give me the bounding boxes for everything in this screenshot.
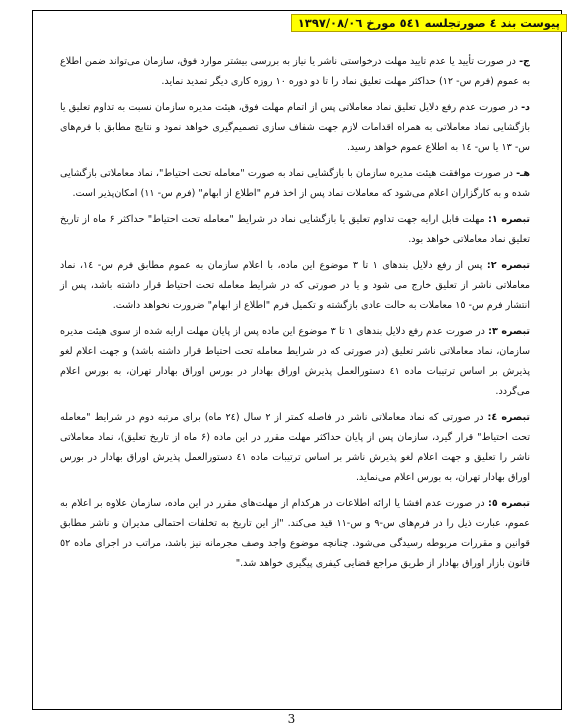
paragraph-h <box>60 164 530 204</box>
note-label: تبصره ٢: <box>486 260 530 271</box>
note-text: در صورت عدم افشا یا ارائه اطلاعات در هرکدام از مهلت‌های مقرر در این ماده، سازمان علاوه بر اعلام به عموم، عبارت ذیل را در فرم‌های س-٩ و س-١١ قید می‌کند. "از این تاریخ به تخلفات احتمالی مدیران و ناشر مطابق قوانین و مقررات مربوطه رسیدگی می‌شود. چنانچه موضوع واجد وصف مجرمانه نیز باشد، مراتب در اجرای ماده ٥٢ قانون بازار اوراق بهادار از طریق مراجع قضایی کیفری پیگیری خواهد شد." <box>60 498 530 569</box>
note-4 <box>60 408 530 488</box>
note-3 <box>60 322 530 402</box>
header-title: پیوست بند ٤ صورتجلسه ٥٤١ مورخ ١٣٩٧/٠٨/٠٦ <box>297 16 560 30</box>
paragraph-label: هـ- <box>516 168 530 179</box>
paragraph-d <box>60 98 530 158</box>
note-2 <box>60 256 530 316</box>
note-label: تبصره ١: <box>488 214 530 225</box>
paragraph-text: در صورت عدم رفع دلایل تعلیق نماد معاملاتی پس از اتمام مهلت فوق، هیئت مدیره سازمان نسبت به تداوم تعلیق یا بازگشایی نماد معاملاتی به همراه اقدامات لازم جهت شفاف سازی تصمیم‌گیری خواهد نمود و نتایج مطابق با فرم‌های س- ١٣ یا س- ١٤ به اطلاع عموم خواهد رسید. <box>60 102 530 153</box>
document-body <box>60 52 530 580</box>
paragraph-j <box>60 52 530 92</box>
page-number: 3 <box>287 712 296 726</box>
note-text: در صورتی که نماد معاملاتی ناشر در فاصله کمتر از ٢ سال (٢٤ ماه) برای مرتبه دوم در شرایط "معامله تحت احتیاط" قرار گیرد، سازمان پس از پایان حداکثر مهلت مقرر در این ماده (۶ ماه از تاریخ تعلیق)، نماد معاملاتی ناشر را تعلیق و جهت اعلام لغو پذیرش ناشر بر اساس ترتیبات ماده ٤١ دستورالعمل پذیرش اوراق بهادار در بورس اوراق بهادار تهران، به بورس اعلام می‌نماید. <box>60 412 530 483</box>
note-text: مهلت قابل ارایه جهت تداوم تعلیق یا بازگشایی نماد در شرایط "معامله تحت احتیاط" حداکثر ۶ ماه از تاریخ تعلیق نماد معاملاتی خواهد بود. <box>60 214 530 245</box>
note-1 <box>60 210 530 250</box>
note-label: تبصره ٣: <box>488 326 530 337</box>
paragraph-text: در صورت موافقت هیئت مدیره سازمان با بازگشایی نماد به صورت "معامله تحت احتیاط"، نماد معاملاتی بازگشایی شده و به کارگزاران اعلام می‌شود که معاملات نماد پس از اخذ فرم "اطلاع از ابهام" (فرم س- ١١) امکان‌پذیر است. <box>60 168 530 199</box>
paragraph-label: د- <box>521 102 530 113</box>
paragraph-text: در صورت تأیید یا عدم تایید مهلت درخواستی ناشر یا نیاز به بررسی بیشتر موارد فوق، سازمان می‌تواند ضمن اطلاع به عموم (فرم س- ١٢) حداکثر مهلت تعلیق نماد را تا دو دوره ١٠ روزه کاری دیگر تمدید نماید. <box>60 56 530 87</box>
note-text: پس از رفع دلایل بندهای ١ تا ٣ موضوع این ماده، با اعلام سازمان به عموم مطابق فرم س- ١٤، نماد معاملاتی ناشر از تعلیق خارج می شود و یا در صورتی که در شرایط معامله تحت احتیاط قرار داشته باشد، پس از انتشار فرم س- ١٥ معاملات به حالت عادی بازگشته و تکمیل فرم "اطلاع از ابهام" ضرورت نخواهد داشت. <box>60 260 530 311</box>
note-label: تبصره ٥: <box>488 498 530 509</box>
note-5 <box>60 494 530 574</box>
note-text: در صورت عدم رفع دلایل بندهای ١ تا ٣ موضوع این ماده پس از پایان مهلت ارایه شده از سوی هیئت مدیره سازمان، نماد معاملاتی ناشر تعلیق (در صورتی که در شرایط معامله تحت احتیاط قرار داشته باشد) و جهت اعلام لغو پذیرش بر اساس ترتیبات ماده ٤١ دستورالعمل پذیرش اوراق بهادار در بورس اوراق بهادار تهران، به بورس اعلام می‌گردد. <box>60 326 530 397</box>
note-label: تبصره ٤: <box>487 412 530 423</box>
document-header <box>291 14 567 32</box>
paragraph-label: ج- <box>519 56 530 67</box>
